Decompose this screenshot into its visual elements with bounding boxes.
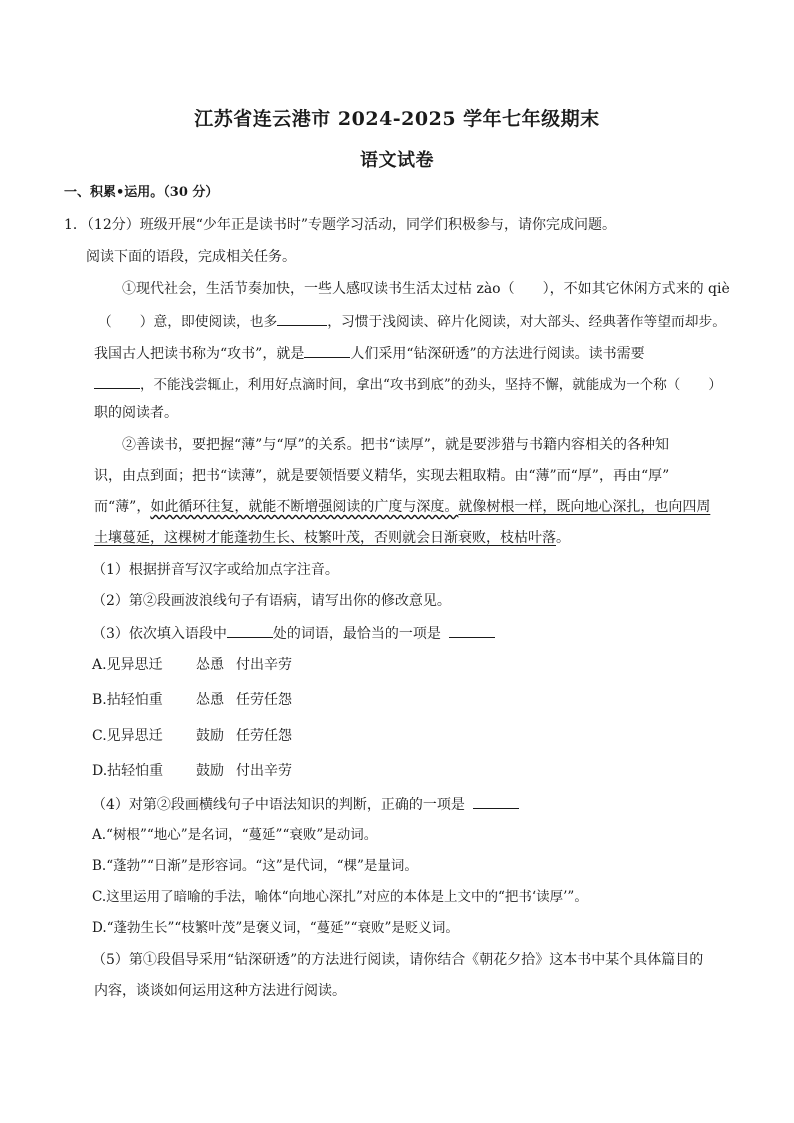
option-4b[interactable]: B.“蓬勃”“日渐”是形容词。“这”是代词，“棵”是量词。 [92,858,418,874]
wavy-underlined-sentence: 如此循环往复，就能不断增强阅读的广度与深度。 [150,499,459,515]
question-1-intro: 阅读下面的语段，完成相关任务。 [86,249,296,265]
passage-p2-line2: 识，由点到面；把书“读薄”，就是要领悟要义精华，实现去粗取精。由“薄”而“厚”，再由“厚” [94,468,670,484]
sub-question-2: （2）第②段画波浪线句子有语病，请写出你的修改意见。 [92,593,451,609]
section-heading: 一、积累•运用。（30 分） [64,185,219,200]
passage-p2-line1: ②善读书，要把握“薄”与“厚”的关系。把书“读厚”，就是要涉猎与书籍内容相关的各种知 [122,437,669,453]
sub-question-3: （3）依次填入语段中 处的词语，最恰当的一项是 [92,623,495,643]
fill-blank-1[interactable] [277,311,327,326]
fill-blank-3[interactable] [94,374,140,389]
marker-blank [227,623,273,638]
option-3b[interactable]: B.拈轻怕重 怂恿 任劳任怨 [92,692,292,708]
passage-p1-line1: ①现代社会，生活节奏加快，一些人感叹读书生活太过枯 zào（ ），不如其它休闲方式来的 qiè [122,281,730,297]
option-3c[interactable]: C.见异思迁 鼓励 任劳任怨 [92,728,292,744]
sub-question-5-line2: 内容，谈谈如何运用这种方法进行阅读。 [94,983,346,999]
underlined-sentence-part1: 就像树根一样，既向地心深扎，也向四周 [458,499,711,515]
page-title: 江苏省连云港市 2024-2025 学年七年级期末 [194,108,600,130]
passage-p1-line5: 职的阅读者。 [94,405,178,421]
option-3d[interactable]: D.拈轻怕重 鼓励 付出辛劳 [92,763,292,779]
option-4d[interactable]: D.“蓬勃生长”“枝繁叶茂”是褒义词，“蔓延”“衰败”是贬义词。 [92,920,459,936]
answer-blank-q4[interactable] [473,794,519,809]
question-1-stem: 1．（12分）班级开展“少年正是读书时”专题学习活动，同学们积极参与，请你完成问题。 [64,217,617,233]
answer-blank-q3[interactable] [449,623,495,638]
passage-p2-line3: 而“薄”，如此循环往复，就能不断增强阅读的广度与深度。就像树根一样，既向地心深扎，也向四周 [94,499,711,515]
sub-question-5-line1: （5）第①段倡导采用“钻深研透”的方法进行阅读，请你结合《朝花夕拾》这本书中某个具体篇目的 [92,952,704,968]
fill-blank-2[interactable] [304,343,350,358]
option-3a[interactable]: A.见异思迁 怂恿 付出辛劳 [92,657,292,673]
sub-question-1: （1）根据拼音写汉字或给加点字注音。 [92,562,339,578]
passage-p2-line4: 土壤蔓延，这棵树才能蓬勃生长、枝繁叶茂，否则就会日渐衰败，枝枯叶落。 [94,530,570,546]
option-4c[interactable]: C.这里运用了暗喻的手法，喻体“向地心深扎”对应的本体是上文中的“把书‘读厚’”。 [92,889,588,905]
sub-question-4: （4）对第②段画横线句子中语法知识的判断，正确的一项是 [92,794,519,814]
page-subtitle: 语文试卷 [360,150,434,171]
option-4a[interactable]: A.“树根”“地心”是名词，“蔓延”“衰败”是动词。 [92,827,378,843]
passage-p1-line4: ，不能浅尝辄止，利用好点滴时间，拿出“攻书到底”的劲头，坚持不懈，就能成为一个称（ ） [94,374,722,394]
passage-p1-line2: （ ）意，即使阅读，也多 ，习惯于浅阅读、碎片化阅读，对大部头、经典著作等望而却步。 [98,311,726,331]
underlined-sentence-part2: 土壤蔓延，这棵树才能蓬勃生长、枝繁叶茂，否则就会日渐衰败，枝枯叶落 [94,530,556,546]
passage-p1-line3: 我国古人把读书称为“攻书”，就是 人们采用“钻深研透”的方法进行阅读。读书需要 [94,343,645,363]
